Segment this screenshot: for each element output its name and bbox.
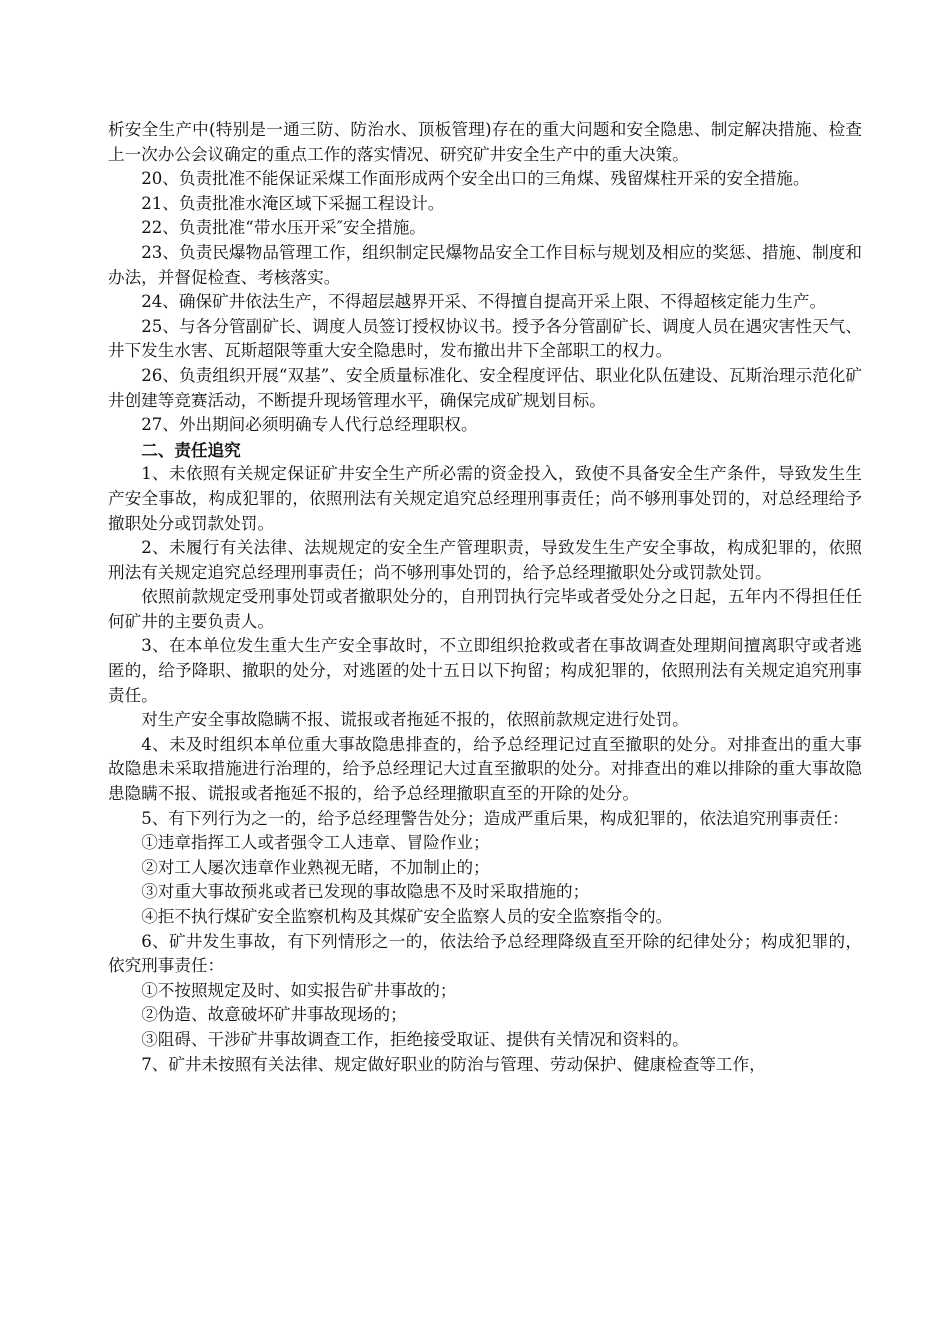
paragraph-liability-4: 4、未及时组织本单位重大事故隐患排查的，给予总经理记过直至撤职的处分。对排查出的重大事故隐患未采取措施进行治理的，给予总经理记大过直至撤职的处分。对排查出的难以排除的重大事故隐患隐瞒不报、谎报或者拖延不报的，给予总经理撤职直至的开除的处分。 bbox=[108, 734, 862, 804]
paragraph-liability-6: 6、矿井发生事故，有下列情形之一的，依法给予总经理降级直至开除的纪律处分；构成犯罪的，依究刑事责任： bbox=[108, 931, 862, 976]
list-item-5-2: ②对工人屡次违章作业熟视无睹，不加制止的； bbox=[141, 857, 490, 877]
list-item-6-2: ②伪造、故意破坏矿井事故现场的； bbox=[141, 1005, 407, 1025]
list-item-6-3: ③阻碍、干涉矿井事故调查工作，拒绝接受取证、提供有关情况和资料的。 bbox=[141, 1029, 689, 1049]
paragraph-item-20: 20、负责批准不能保证采煤工作面形成两个安全出口的三角煤、残留煤柱开采的安全措施。 bbox=[141, 169, 810, 189]
paragraph-liability-2: 2、未履行有关法律、法规规定的安全生产管理职责，导致发生生产安全事故，构成犯罪的，依照刑法有关规定追究总经理刑事责任；尚不够刑事处罚的，给予总经理撤职处分或罚款处罚。 bbox=[108, 538, 862, 582]
list-item-5-4: ④拒不执行煤矿安全监察机构及其煤矿安全监察人员的安全监察指令的。 bbox=[141, 907, 673, 926]
document-body bbox=[108, 118, 862, 1077]
list-item-6-1: ①不按照规定及时、如实报告矿井事故的； bbox=[141, 980, 457, 1000]
paragraph-liability-1: 1、未依照有关规定保证矿井安全生产所必需的资金投入，致使不具备安全生产条件，导致发生生产安全事故，构成犯罪的，依照刑法有关规定追究总经理刑事责任；尚不够刑事处罚的，对总经理给予撤职处分或罚款处罚。 bbox=[108, 464, 862, 533]
paragraph-liability-3: 3、在本单位发生重大生产安全事故时，不立即组织抢救或者在事故调查处理期间擅离职守或者逃匿的，给予降职、撤职的处分，对逃匿的处十五日以下拘留；构成犯罪的，依照刑法有关规定追究刑事责任。 bbox=[108, 636, 862, 705]
paragraph-item-26: 26、负责组织开展“双基”、安全质量标准化、安全程度评估、职业化队伍建设、瓦斯治理示范化矿井创建等竞赛活动，不断提升现场管理水平，确保完成矿规划目标。 bbox=[108, 365, 862, 410]
paragraph-continuation: 析安全生产中(特别是一通三防、防治水、顶板管理)存在的重大问题和安全隐患、制定解决措施、检查上一次办公会议确定的重点工作的落实情况、研究矿井安全生产中的重大决策。 bbox=[108, 120, 862, 164]
paragraph-item-23: 23、负责民爆物品管理工作，组织制定民爆物品安全工作目标与规划及相应的奖惩、措施、制度和办法，并督促检查、考核落实。 bbox=[108, 242, 862, 287]
paragraph-item-24: 24、确保矿井依法生产，不得超层越界开采、不得擅自提高开采上限、不得超核定能力生产。 bbox=[141, 292, 827, 312]
paragraph-item-27: 27、外出期间必须明确专人代行总经理职权。 bbox=[141, 415, 478, 435]
paragraph-item-22: 22、负责批准“带水压开采″安全措施。 bbox=[141, 218, 426, 238]
list-item-5-1: ①违章指挥工人或者强令工人违章、冒险作业； bbox=[141, 833, 490, 853]
paragraph-liability-5: 5、有下列行为之一的，给予总经理警告处分；造成严重后果，构成犯罪的，依法追究刑事责任： bbox=[141, 808, 849, 828]
section-heading: 二、责任追究 bbox=[141, 439, 241, 460]
paragraph-liability-2-note: 依照前款规定受刑事处罚或者撤职处分的，自刑罚执行完毕或者受处分之日起，五年内不得担任任何矿井的主要负责人。 bbox=[108, 587, 862, 631]
paragraph-liability-3-note: 对生产安全事故隐瞒不报、谎报或者拖延不报的，依照前款规定进行处罚。 bbox=[141, 710, 689, 730]
paragraph-item-21: 21、负责批准水淹区域下采掘工程设计。 bbox=[141, 193, 445, 213]
list-item-5-3: ③对重大事故预兆或者已发现的事故隐患不及时采取措施的； bbox=[141, 882, 590, 902]
paragraph-item-25: 25、与各分管副矿长、调度人员签订授权协议书。授予各分管副矿长、调度人员在遇灾害性天气、井下发生水害、瓦斯超限等重大安全隐患时，发布撤出井下全部职工的权力。 bbox=[108, 316, 862, 361]
paragraph-liability-7: 7、矿井未按照有关法律、规定做好职业的防治与管理、劳动保护、健康检查等工作， bbox=[141, 1054, 766, 1074]
